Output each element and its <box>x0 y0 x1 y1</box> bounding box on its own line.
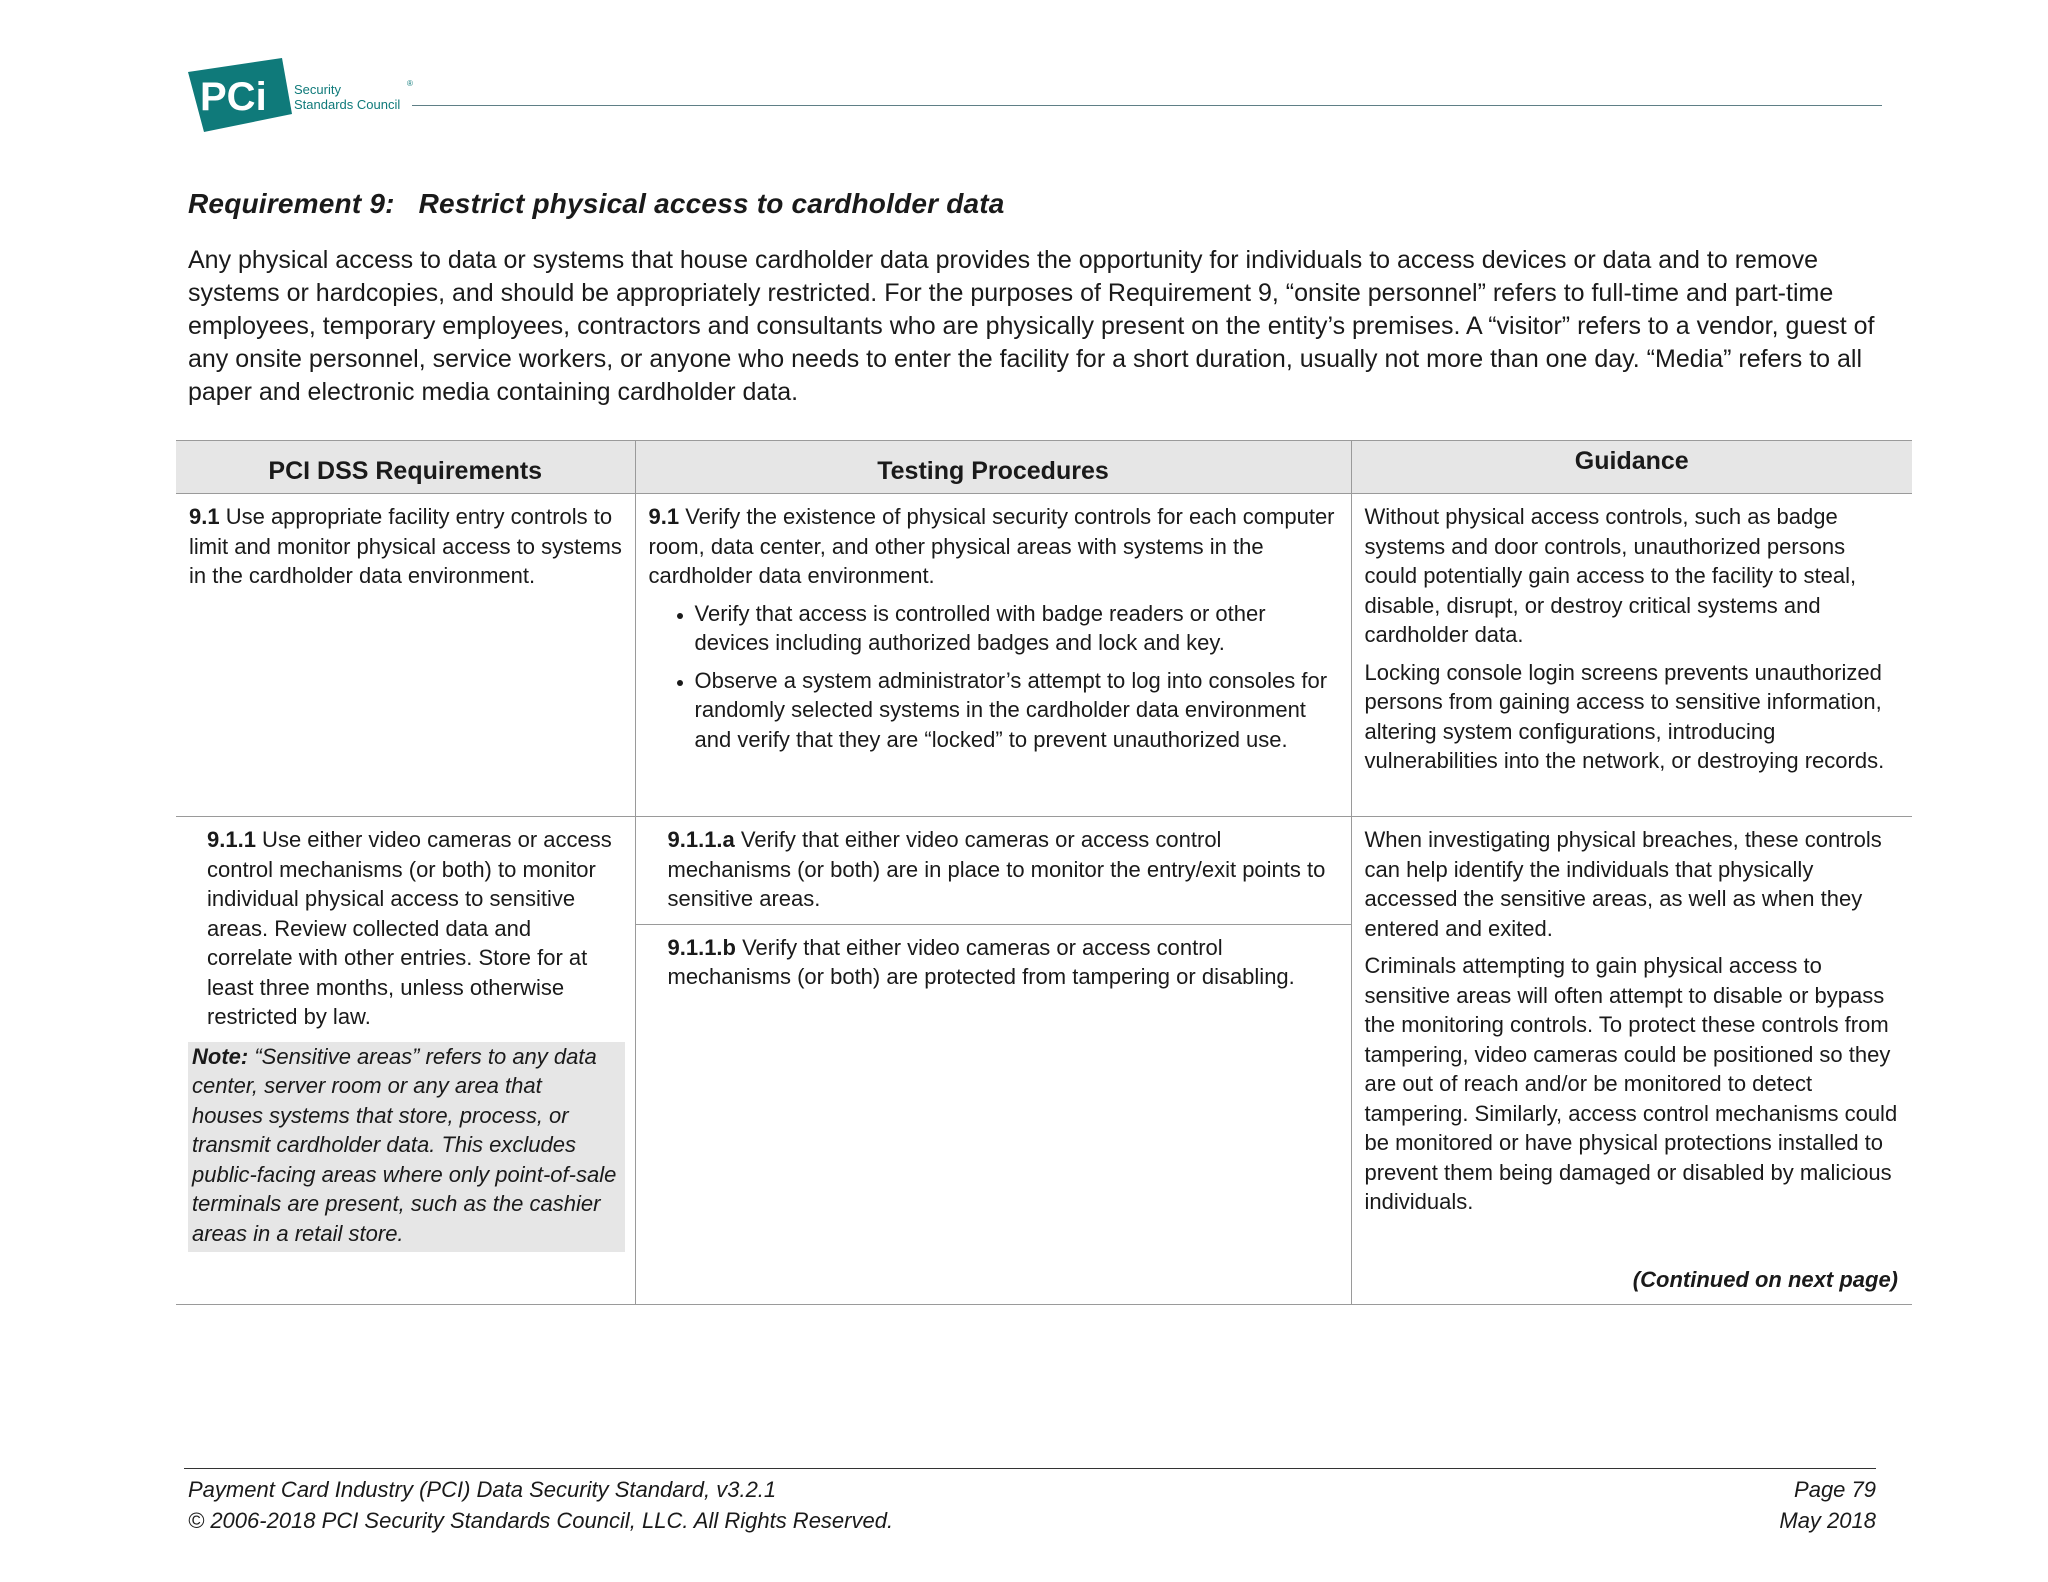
requirement-number: Requirement 9: <box>188 188 395 219</box>
testing-cell-9-1 <box>635 494 1351 817</box>
testing-procedure-9-1-1-b: 9.1.1.b Verify that either video cameras or access control mechanisms (or both) are protected from tampering or disabling. <box>636 924 1351 1002</box>
pci-logo <box>186 58 416 132</box>
req-text: Use either video cameras or access control mechanisms (or both) to monitor individual physical access to sensitive areas. Review collected data and correlate with other entries. Store for at least three months, unless otherwise restricted by law. <box>207 827 612 1029</box>
test-text: Verify the existence of physical security controls for each computer room, data center, and other physical areas with systems in the cardholder data environment. <box>648 504 1335 588</box>
logo-subtitle-2: Standards Council <box>294 97 401 112</box>
requirement-heading <box>188 188 1005 220</box>
guidance-cell-9-1-1 <box>1351 817 1912 1305</box>
table-header-row <box>176 441 1912 494</box>
guidance-cell-9-1 <box>1351 494 1912 817</box>
footer-copyright: © 2006-2018 PCI Security Standards Council, LLC. All Rights Reserved. <box>188 1508 894 1533</box>
sensitive-areas-note <box>188 1042 625 1253</box>
testing-cell-9-1-1 <box>635 817 1351 1305</box>
guidance-paragraph: When investigating physical breaches, these controls can help identify the individuals that physically accessed the sensitive areas, as well as when they entered and exited. <box>1364 827 1882 941</box>
guidance-paragraph: Criminals attempting to gain physical access to sensitive areas will often attempt to disable or bypass the monitoring controls. To protect these controls from tampering, video cameras could be positioned so they are out of reach and/or be monitored to detect tampering. Similarly, access control mechanisms could be monitored or have physical protections installed to prevent them being damaged or disabled by malicious individuals. <box>1364 953 1898 1214</box>
req-id: 9.1 <box>189 504 220 529</box>
requirement-cell-9-1 <box>176 494 635 817</box>
header-testing: Testing Procedures <box>635 441 1351 494</box>
list-item: • Observe a system administrator’s attempt to log into consoles for randomly selected systems in the cardholder data environment and verify that they are “locked” to prevent unauthorized use. <box>695 666 1339 755</box>
testing-procedure-9-1-1-a: 9.1.1.a Verify that either video cameras or access control mechanisms (or both) are in place to monitor the entry/exit points to sensitive areas. <box>667 827 1326 911</box>
test-bullet-list <box>649 599 1339 755</box>
header-requirements: PCI DSS Requirements <box>176 441 635 494</box>
footer-doc-title: Payment Card Industry (PCI) Data Security Standard, v3.2.1 <box>188 1477 777 1502</box>
header-rule <box>412 105 1882 106</box>
footer-date: May 2018 <box>1779 1508 1876 1533</box>
guidance-paragraph: Locking console login screens prevents unauthorized persons from gaining access to sensitive information, altering system configurations, introducing vulnerabilities into the network, or destroying records. <box>1364 659 1885 773</box>
continued-note: (Continued on next page) <box>1632 1266 1898 1292</box>
test-id: 9.1 <box>648 504 680 529</box>
requirements-table <box>176 440 1912 1305</box>
requirement-intro: Any physical access to data or systems that house cardholder data provides the opportunity for individuals to access devices or data and to remove systems or hardcopies, and should be appropriately restricted. For the purposes of Requirement 9, “onsite personnel” refers to full-time and part-time employees, temporary employees, contractors and consultants who are physically present on the entity’s premises. A “visitor” refers to a vendor, guest of any onsite personnel, service workers, or anyone who needs to enter the facility for a short duration, usually not more than one day. “Media” refers to all paper and electronic media containing cardholder data. <box>188 246 1875 406</box>
table-row <box>176 494 1912 817</box>
note-text: “Sensitive areas” refers to any data center, server room or any area that houses systems that store, process, or transmit cardholder data. This excludes public-facing areas where only point-of-sale terminals are present, such as the cashier areas in a retail store. <box>192 1043 617 1246</box>
logo-mark: ® <box>407 79 413 88</box>
logo-text: PCi <box>200 75 267 119</box>
page-footer <box>188 1474 1876 1536</box>
logo-subtitle-1: Security <box>294 82 341 97</box>
table-row <box>176 817 1912 1305</box>
footer-page-number: Page 79 <box>1794 1477 1876 1502</box>
req-text: Use appropriate facility entry controls to limit and monitor physical access to systems in the cardholder data environment. <box>189 504 622 588</box>
requirement-cell-9-1-1 <box>176 817 635 1305</box>
guidance-paragraph: Without physical access controls, such as badge systems and door controls, unauthorized persons could potentially gain access to the facility to steal, disable, disrupt, or destroy critical systems and cardholder data. <box>1364 504 1857 647</box>
footer-rule <box>184 1468 1876 1469</box>
header-guidance: Guidance <box>1351 441 1912 494</box>
req-id: 9.1.1 <box>207 827 256 852</box>
list-item: • Verify that access is controlled with badge readers or other devices including authorized badges and lock and key. <box>695 599 1339 658</box>
note-label: Note: <box>192 1043 249 1069</box>
requirement-title: Restrict physical access to cardholder data <box>418 188 1005 219</box>
